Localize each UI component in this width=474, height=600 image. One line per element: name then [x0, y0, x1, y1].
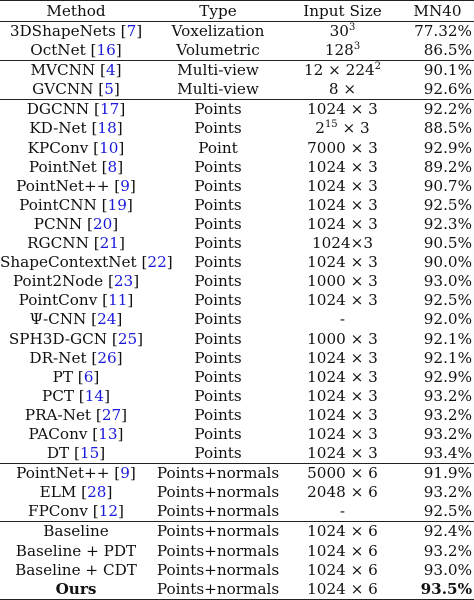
input-size-value: 1024 × 6 — [307, 579, 378, 598]
method-cell: PointNet++ [9] — [16, 176, 136, 195]
input-size-exponent: 3 — [348, 22, 356, 33]
mn40-accuracy-cell: 91.9% — [401, 464, 474, 484]
method-cell: RGCNN [21] — [27, 234, 125, 253]
method-cell: PointNet [8] — [28, 157, 124, 176]
mn40-accuracy-cell: 93.2% — [423, 424, 472, 443]
type-cell: Multi-view — [177, 80, 259, 99]
input-size-value: - — [339, 502, 346, 521]
input-size-cell — [284, 502, 401, 522]
citation-link[interactable]: 19 — [107, 195, 127, 214]
input-size-cell — [284, 561, 401, 580]
type-cell: Points — [194, 272, 242, 291]
table-row — [0, 253, 474, 272]
input-size-value: 1024 × 3 — [307, 348, 378, 367]
type-cell: Points+normals — [152, 522, 284, 542]
input-size-value: 1024 × 3 — [307, 253, 378, 272]
table-row — [0, 502, 474, 522]
method-name: PCT — [41, 386, 74, 405]
table-row — [0, 349, 474, 368]
input-size-cell — [284, 330, 401, 349]
mn40-accuracy-cell: 93.2% — [423, 405, 472, 424]
method-name: OctNet — [30, 41, 86, 60]
method-name: DGCNN — [26, 100, 90, 119]
type-cell: Points — [152, 100, 284, 120]
method-name: KD-Net — [29, 119, 87, 138]
citation-link[interactable]: 28 — [87, 483, 107, 502]
input-size-value: 1024 × 3 — [307, 367, 378, 386]
input-size-cell — [284, 310, 401, 329]
method-cell — [0, 561, 152, 580]
method-cell: PAConv [13] — [28, 424, 124, 443]
input-size-cell — [284, 177, 401, 196]
input-size-value: 2 — [315, 119, 325, 138]
citation-link[interactable]: 20 — [92, 214, 113, 233]
input-size-cell — [284, 368, 401, 387]
table-row — [0, 215, 474, 234]
table-row — [0, 177, 474, 196]
mn40-accuracy-cell: 90.0% — [423, 253, 472, 272]
table-row — [0, 41, 474, 61]
method-name: PAConv — [28, 424, 88, 443]
input-size-cell — [284, 100, 401, 120]
mn40-accuracy-cell: 92.1% — [423, 348, 472, 367]
type-cell: Points+normals — [156, 560, 280, 579]
type-cell: Multi-view — [152, 61, 284, 81]
table-row — [0, 444, 474, 464]
type-cell: Voxelization — [171, 22, 265, 40]
citation-link[interactable]: 15 — [79, 444, 100, 463]
header-type: Type — [152, 1, 284, 22]
input-size-value: 8 × — [328, 80, 357, 99]
mn40-accuracy-cell: 93.0% — [423, 560, 472, 579]
method-cell: DGCNN [17] — [0, 100, 152, 120]
input-size-cell — [284, 291, 401, 310]
input-size-value: 1024 × 3 — [307, 291, 378, 310]
method-name: DR-Net — [29, 348, 87, 367]
type-cell: Volumetric — [176, 41, 260, 60]
method-cell: MVCNN [4] — [0, 61, 152, 81]
type-cell: Points — [194, 424, 242, 443]
input-size-exponent: 3 — [353, 41, 361, 53]
input-size-value: 1024 × 3 — [307, 405, 378, 424]
method-cell: FPConv [12] — [28, 502, 124, 521]
citation-link[interactable]: 16 — [96, 41, 116, 60]
method-name: PRA-Net — [24, 405, 92, 424]
table-row — [0, 387, 474, 406]
mn40-accuracy-cell: 93.2% — [423, 483, 472, 502]
input-size-cell — [284, 119, 401, 138]
method-cell: DT [15] — [46, 444, 106, 463]
input-size-cell — [284, 196, 401, 215]
type-cell: Points+normals — [156, 541, 280, 560]
input-size-cell — [284, 406, 401, 425]
input-size-value: 7000 × 3 — [307, 138, 378, 157]
citation-link[interactable]: 5 — [104, 80, 114, 99]
mn40-accuracy-cell: 90.1% — [401, 61, 474, 81]
input-size-cell — [284, 580, 401, 600]
input-size-cell — [284, 234, 401, 253]
mn40-accuracy-cell: 92.3% — [423, 214, 472, 233]
method-name: Baseline — [43, 522, 109, 541]
citation-link[interactable]: 11 — [108, 291, 128, 310]
input-size-cell — [284, 158, 401, 177]
input-size-cell — [284, 41, 401, 61]
method-name: GVCNN — [32, 80, 94, 99]
mn40-accuracy-cell: 92.1% — [423, 329, 472, 348]
type-cell: Points — [194, 176, 242, 195]
citation-link[interactable]: 12 — [98, 502, 119, 521]
mn40-accuracy-cell: 93.5% — [401, 580, 474, 600]
type-cell: Points+normals — [156, 502, 280, 521]
type-cell: Points — [194, 444, 242, 463]
mn40-accuracy-cell: 89.2% — [423, 157, 472, 176]
table-row — [0, 580, 474, 600]
table-row — [0, 425, 474, 444]
type-cell: Points — [194, 119, 242, 138]
input-size-value: 1000 × 3 — [307, 272, 378, 291]
citation-link[interactable]: 21 — [99, 234, 119, 253]
input-size-value: 1024 × 6 — [307, 522, 378, 541]
type-cell: Points — [194, 386, 242, 405]
method-cell: KD-Net [18] — [29, 119, 123, 138]
method-name: MVCNN — [30, 61, 96, 80]
method-name: Baseline + PDT — [15, 541, 137, 560]
method-name: 3DShapeNets — [9, 22, 116, 40]
table-row — [0, 368, 474, 387]
input-size-cell — [284, 22, 401, 42]
citation-link[interactable]: 8 — [107, 157, 118, 176]
input-size-value: 1024 × 3 — [307, 100, 378, 119]
mn40-accuracy-cell: 88.5% — [423, 119, 472, 138]
type-cell: Points — [194, 234, 242, 253]
input-size-cell — [284, 139, 401, 158]
input-size-value: 2048 × 6 — [307, 483, 378, 502]
input-size-cell — [284, 215, 401, 234]
mn40-accuracy-cell: 92.4% — [401, 522, 474, 542]
table-row — [0, 561, 474, 580]
mn40-accuracy-cell: 92.5% — [423, 502, 472, 521]
citation-link[interactable]: 13 — [98, 424, 118, 443]
type-cell: Points — [194, 310, 242, 329]
method-cell: PT [6] — [52, 367, 100, 386]
table-row — [0, 100, 474, 120]
input-size-cell — [284, 272, 401, 291]
input-size-cell — [284, 61, 401, 81]
input-size-value: 1024 × 3 — [307, 195, 378, 214]
type-cell: Points+normals — [156, 483, 280, 502]
method-cell: SPH3D-GCN [25] — [8, 329, 144, 348]
type-cell: Points+normals — [152, 580, 284, 600]
type-cell: Points — [194, 291, 242, 310]
table-row — [0, 522, 474, 542]
input-size-cell — [284, 253, 401, 272]
citation-link[interactable]: 9 — [120, 464, 130, 483]
method-cell: PointCNN [19] — [19, 195, 133, 214]
citation-link[interactable]: 14 — [84, 386, 105, 405]
input-size-cell — [284, 387, 401, 406]
mn40-accuracy-cell: 93.0% — [423, 272, 472, 291]
method-cell: PointNet++ [9] — [0, 464, 152, 484]
input-size-value: 1024 × 3 — [307, 386, 378, 405]
method-name: PCNN — [33, 214, 83, 233]
method-cell — [0, 580, 152, 600]
header-method: Method — [0, 1, 152, 22]
table-row — [0, 196, 474, 215]
table-row — [0, 272, 474, 291]
header-mn40: MN40 — [401, 1, 474, 22]
type-cell: Points — [194, 157, 242, 176]
table-row — [0, 80, 474, 100]
mn40-accuracy-cell: 92.0% — [423, 310, 472, 329]
type-cell: Points — [194, 253, 242, 272]
input-size-value: 1024 × 3 — [307, 157, 378, 176]
input-size-exponent: 15 — [324, 119, 338, 131]
input-size-cell — [284, 542, 401, 561]
citation-link[interactable]: 26 — [97, 348, 117, 367]
method-name: FPConv — [28, 502, 88, 521]
citation-link[interactable]: 4 — [105, 61, 116, 80]
method-name: PT — [52, 367, 73, 386]
input-size-cell — [284, 483, 401, 502]
input-size-tail: × 3 — [337, 119, 370, 138]
mn40-accuracy-cell: 93.2% — [423, 541, 472, 560]
type-cell: Points — [194, 195, 242, 214]
method-name: Baseline + CDT — [15, 560, 137, 579]
method-cell — [0, 542, 152, 561]
input-size-cell — [284, 425, 401, 444]
citation-link[interactable]: 7 — [126, 22, 137, 40]
table-row — [0, 406, 474, 425]
input-size-cell — [284, 80, 401, 100]
citation-link[interactable]: 18 — [97, 119, 117, 138]
method-cell: PointConv [11] — [18, 291, 134, 310]
method-name: PointNet — [28, 157, 97, 176]
header-input-size: Input Size — [284, 1, 401, 22]
table-row — [0, 542, 474, 561]
mn40-accuracy-cell: 93.2% — [423, 386, 472, 405]
citation-link[interactable]: 23 — [113, 272, 134, 291]
method-name: ShapeContextNet — [0, 253, 137, 272]
method-name: PointCNN — [19, 195, 97, 214]
input-size-value: 1024×3 — [311, 234, 374, 253]
mn40-accuracy-cell: 92.9% — [423, 138, 472, 157]
type-cell: Points — [194, 367, 242, 386]
table-row — [0, 119, 474, 138]
mn40-accuracy-cell: 77.32% — [414, 22, 472, 40]
mn40-accuracy-cell: 92.6% — [423, 80, 472, 99]
input-size-value: 1024 × 6 — [307, 560, 378, 579]
method-cell: ShapeContextNet [22] — [0, 253, 173, 272]
method-cell: Ψ-CNN [24] — [29, 310, 123, 329]
input-size-cell — [284, 464, 401, 484]
mn40-accuracy-cell: 90.7% — [423, 176, 472, 195]
method-name: Ψ-CNN — [29, 310, 87, 329]
method-name: ELM — [39, 483, 77, 502]
method-name: SPH3D-GCN — [8, 329, 108, 348]
table-row — [0, 464, 474, 484]
method-cell: ELM [28] — [39, 483, 113, 502]
table-row — [0, 234, 474, 253]
table-row — [0, 483, 474, 502]
citation-link[interactable]: 22 — [147, 253, 167, 272]
input-size-cell — [284, 444, 401, 464]
mn40-accuracy-cell: 90.5% — [423, 234, 472, 253]
input-size-value: 1024 × 3 — [307, 424, 378, 443]
citation-link[interactable]: 10 — [99, 138, 119, 157]
method-name: PointNet++ — [16, 176, 110, 195]
table-row — [0, 61, 474, 81]
citation-link[interactable]: 25 — [117, 329, 138, 348]
method-cell: 3DShapeNets [7] — [9, 22, 143, 40]
type-cell: Points — [194, 348, 242, 367]
method-name: PointNet++ — [16, 464, 110, 483]
input-size-value: 1024 × 6 — [307, 541, 378, 560]
method-cell: PCNN [20] — [33, 214, 119, 233]
citation-link[interactable]: 9 — [120, 176, 130, 195]
input-size-value: 5000 × 6 — [307, 464, 378, 483]
table-row — [0, 139, 474, 158]
method-name: DT — [46, 444, 70, 463]
method-cell — [0, 522, 152, 542]
input-size-value: 1000 × 3 — [307, 329, 378, 348]
table-body — [0, 22, 474, 600]
input-size-value: 1024 × 3 — [307, 176, 378, 195]
citation-link[interactable]: 17 — [100, 100, 120, 119]
method-cell: KPConv [10] — [27, 138, 125, 157]
method-cell: Point2Node [23] — [12, 272, 140, 291]
type-cell: Points — [194, 329, 242, 348]
type-cell: Points — [194, 214, 242, 233]
input-size-value: 1024 × 3 — [307, 444, 378, 463]
method-name: Ours — [55, 579, 97, 598]
method-cell: OctNet [16] — [30, 41, 122, 60]
method-name: Point2Node — [12, 272, 104, 291]
input-size-exponent: 2 — [374, 61, 382, 73]
table-row — [0, 330, 474, 349]
input-size-value: 128 — [324, 41, 354, 60]
table-row — [0, 310, 474, 329]
method-cell: PCT [14] — [41, 386, 110, 405]
input-size-value: 30 — [329, 22, 349, 40]
method-cell: PRA-Net [27] — [24, 405, 128, 424]
mn40-accuracy-cell: 92.9% — [423, 367, 472, 386]
mn40-accuracy-cell: 93.4% — [423, 444, 472, 463]
method-name: PointConv — [18, 291, 98, 310]
table-row — [0, 291, 474, 310]
input-size-value: 1024 × 3 — [307, 214, 378, 233]
method-cell: GVCNN [5] — [32, 80, 120, 99]
input-size-value: 12 × 224 — [303, 61, 375, 80]
method-cell: DR-Net [26] — [29, 348, 123, 367]
table-header-row — [0, 1, 474, 22]
table-row — [0, 22, 474, 42]
citation-link[interactable]: 24 — [97, 310, 117, 329]
type-cell: Point — [198, 138, 238, 157]
input-size-value: - — [339, 310, 346, 329]
citation-link[interactable]: 27 — [101, 405, 122, 424]
citation-link[interactable]: 6 — [83, 367, 94, 386]
type-cell: Points — [194, 405, 242, 424]
mn40-accuracy-cell: 92.5% — [423, 291, 472, 310]
mn40-accuracy-cell: 92.5% — [423, 195, 472, 214]
input-size-cell — [284, 349, 401, 368]
type-cell: Points+normals — [152, 464, 284, 484]
table-row — [0, 158, 474, 177]
input-size-cell — [284, 522, 401, 542]
mn40-accuracy-cell: 92.2% — [401, 100, 474, 120]
method-name: KPConv — [27, 138, 89, 157]
method-name: RGCNN — [27, 234, 89, 253]
mn40-accuracy-cell: 86.5% — [423, 41, 472, 60]
